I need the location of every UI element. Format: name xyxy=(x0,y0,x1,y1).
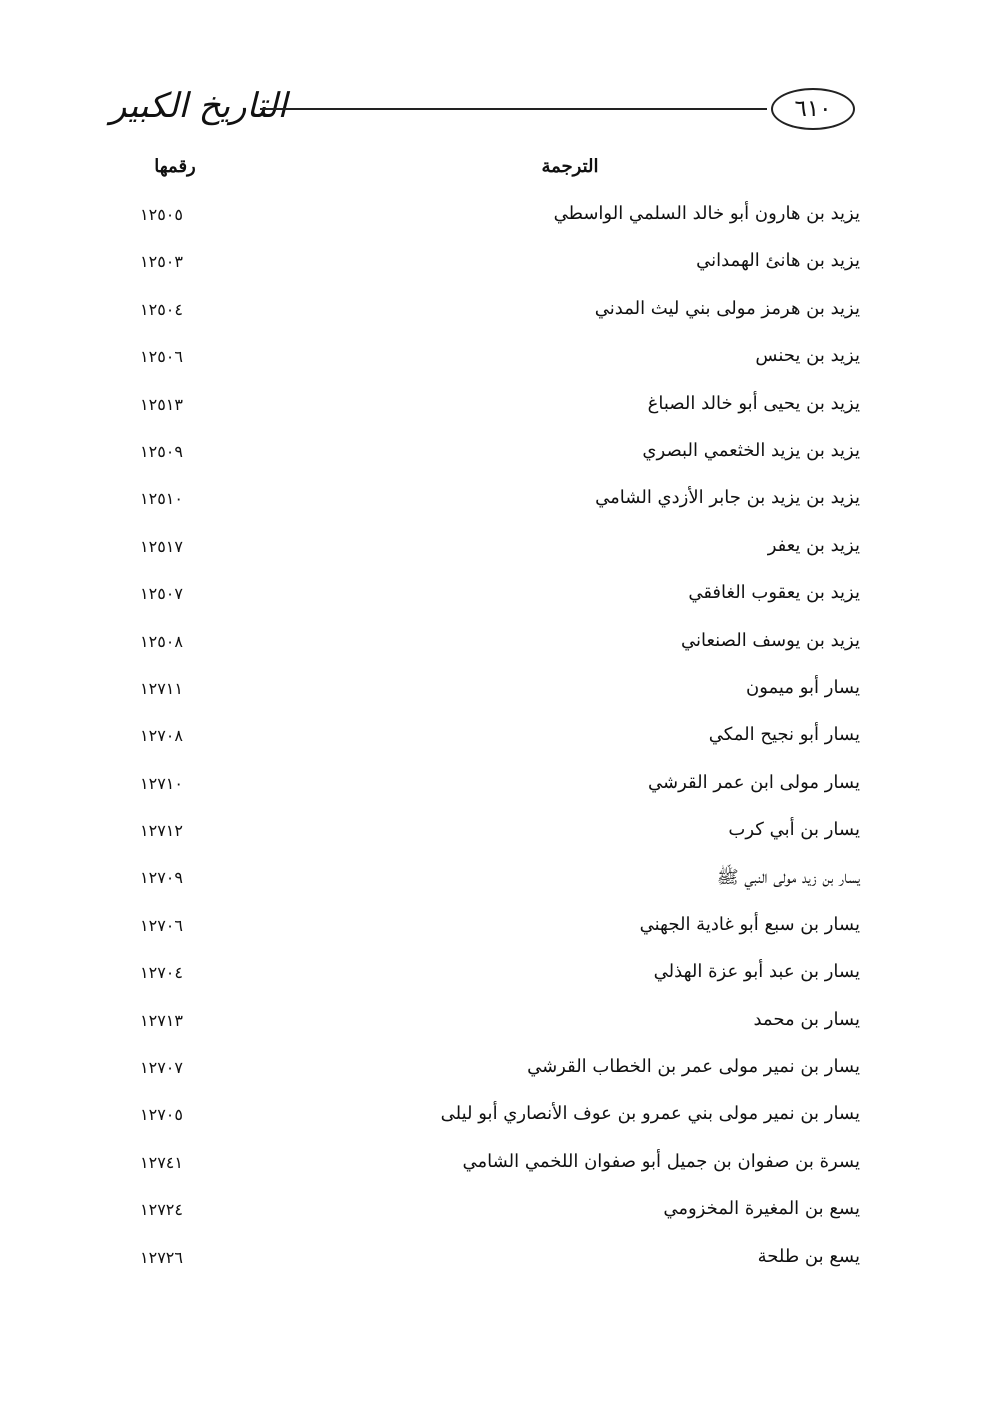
entry-row xyxy=(0,813,982,860)
entry-row xyxy=(0,718,982,765)
entry-number: ١٢٧٠٩ xyxy=(140,868,183,888)
column-header-number: رقمها xyxy=(154,156,196,177)
entry-row xyxy=(0,529,982,576)
page-number-badge xyxy=(771,88,855,130)
entry-number: ١٢٧٠٦ xyxy=(140,915,183,935)
header-rule xyxy=(260,108,767,110)
entry-name: يسار بن زيد مولى النبي ﷺ xyxy=(716,867,860,889)
entry-name: يزيد بن يحيى أبو خالد الصباغ xyxy=(647,392,860,414)
entry-name: يسار بن سبع أبو غادية الجهني xyxy=(639,913,860,935)
entry-number: ١٢٥٠٣ xyxy=(140,252,183,272)
entry-row xyxy=(0,908,982,955)
entry-number: ١٢٧٠٤ xyxy=(140,963,183,983)
entry-row xyxy=(0,481,982,528)
entry-row xyxy=(0,955,982,1002)
entry-number: ١٢٧٠٨ xyxy=(140,726,183,746)
entry-number: ١٢٥٠٤ xyxy=(140,299,183,319)
entry-number: ١٢٥٠٩ xyxy=(140,441,183,461)
entry-row xyxy=(0,671,982,718)
entry-name: يزيد بن يعقوب الغافقي xyxy=(688,582,860,604)
entry-number: ١٢٧٢٤ xyxy=(140,1200,183,1220)
entry-name: يسار أبو نجيح المكي xyxy=(708,724,860,746)
entry-number: ١٢٥٠٨ xyxy=(140,631,183,651)
entry-row xyxy=(0,1145,982,1192)
entry-row xyxy=(0,576,982,623)
entry-name: يسار بن نمير مولى عمر بن الخطاب القرشي xyxy=(527,1056,860,1078)
entry-number: ١٢٥٠٥ xyxy=(140,205,183,224)
entry-name: يسار بن محمد xyxy=(753,1008,860,1030)
entry-number: ١٢٧١٢ xyxy=(140,821,183,841)
entry-number: ١٢٧٢٦ xyxy=(140,1247,183,1267)
entry-row xyxy=(0,860,982,907)
entry-number: ١٢٧٠٧ xyxy=(140,1058,183,1078)
entry-number: ١٢٥٠٦ xyxy=(140,347,183,367)
entry-row xyxy=(0,434,982,481)
entry-name: يسار بن نمير مولى بني عمرو بن عوف الأنصاري أبو ليلى xyxy=(440,1103,860,1125)
entry-number: ١٢٧٤١ xyxy=(140,1152,183,1172)
entry-list xyxy=(0,197,982,1287)
entry-name: يزيد بن يوسف الصنعاني xyxy=(680,629,860,651)
entry-row xyxy=(0,1192,982,1239)
entry-row xyxy=(0,1240,982,1287)
entry-name: يزيد بن هانئ الهمداني xyxy=(696,250,860,272)
entry-name: يزيد بن يزيد الخثعمي البصري xyxy=(642,439,860,461)
entry-number: ١٢٧١١ xyxy=(140,678,183,698)
entry-name: يسار بن عبد أبو عزة الهذلي xyxy=(653,961,860,983)
entry-row xyxy=(0,1050,982,1097)
book-title: التاريخ الكبير xyxy=(110,86,287,126)
entry-number: ١٢٧١٣ xyxy=(140,1010,183,1030)
entry-number: ١٢٥٠٧ xyxy=(140,584,183,604)
column-header-name: الترجمة xyxy=(541,156,599,177)
entry-row xyxy=(0,1097,982,1144)
entry-name: يزيد بن يحنس xyxy=(755,345,860,367)
entry-row xyxy=(0,1003,982,1050)
entry-number: ١٢٧٠٥ xyxy=(140,1105,183,1125)
entry-name: يزيد بن هرمز مولى بني ليث المدني xyxy=(594,297,860,319)
entry-name: يسرة بن صفوان بن جميل أبو صفوان اللخمي الشامي xyxy=(462,1150,860,1172)
entry-row xyxy=(0,624,982,671)
entry-name: يسار أبو ميمون xyxy=(746,676,860,698)
entry-name: يسار بن أبي كرب xyxy=(728,819,860,841)
entry-row xyxy=(0,766,982,813)
entry-name: يزيد بن يزيد بن جابر الأزدي الشامي xyxy=(595,487,860,509)
entry-number: ١٢٥١٧ xyxy=(140,536,183,556)
entry-number: ١٢٥١٣ xyxy=(140,394,183,414)
entry-row xyxy=(0,387,982,434)
entry-name: يسار مولى ابن عمر القرشي xyxy=(648,771,860,793)
page-number: ٦١٠ xyxy=(794,96,832,122)
entry-number: ١٢٧١٠ xyxy=(140,773,183,793)
entry-row xyxy=(0,244,982,291)
entry-row xyxy=(0,292,982,339)
entry-row xyxy=(0,339,982,386)
entry-row xyxy=(0,197,982,244)
entry-number: ١٢٥١٠ xyxy=(140,489,183,509)
entry-name: يزيد بن يعفر xyxy=(767,534,860,556)
entry-name: يسع بن طلحة xyxy=(757,1245,860,1267)
entry-name: يسع بن المغيرة المخزومي xyxy=(663,1198,860,1220)
entry-name: يزيد بن هارون أبو خالد السلمي الواسطي xyxy=(553,203,860,224)
page-header xyxy=(110,84,855,134)
